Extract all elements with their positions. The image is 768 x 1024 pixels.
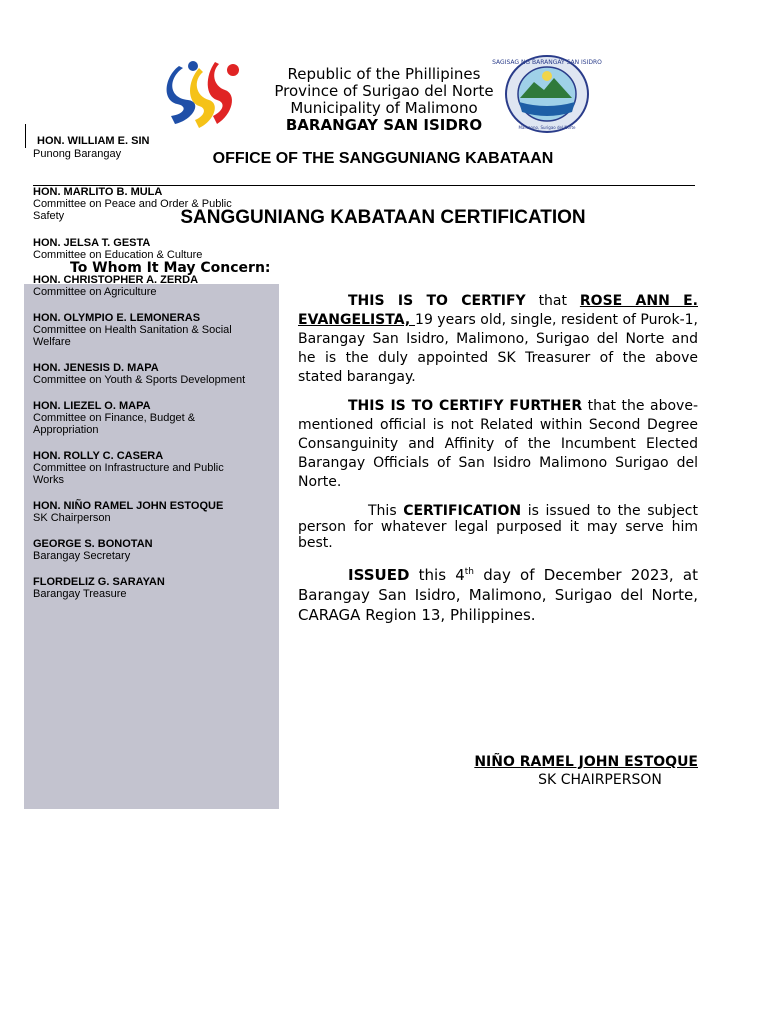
paragraph-4 [298, 565, 698, 625]
municipality-line: Municipality of Malimono [290, 99, 478, 117]
official-role: Committee on Finance, Budget & Appropriation [33, 412, 196, 436]
official-9 [33, 500, 273, 524]
sk-logo [163, 58, 251, 140]
official-10 [33, 538, 273, 562]
official-role: Barangay Treasure [33, 588, 127, 600]
certification-title: SANGGUNIANG KABATAAN CERTIFICATION [180, 207, 586, 228]
official-name: GEORGE S. BONOTAN [33, 538, 153, 550]
p4-lead: ISSUED [348, 566, 410, 584]
official-name: HON. WILLIAM E. SIN [37, 135, 150, 147]
official-name: HON. OLYMPIO E. LEMONERAS [33, 312, 201, 324]
official-11 [33, 576, 273, 600]
official-role: Committee on Health Sanitation & Social Welfare [33, 324, 232, 348]
province-line: Province of Surigao del Norte [274, 82, 494, 100]
official-role: Committee on Agriculture [33, 286, 157, 298]
official-name: FLORDELIZ G. SARAYAN [33, 576, 165, 588]
seal-bottom-text: Malimono, Surigao del Norte [518, 125, 576, 130]
seal-top-text: SAGISAG NG BARANGAY SAN ISIDRO [492, 59, 602, 66]
signatory-title: SK CHAIRPERSON [538, 772, 662, 788]
barangay-seal [492, 54, 602, 134]
official-name: HON. JENESIS D. MAPA [33, 362, 159, 374]
official-role: Committee on Infrastructure and Public Works [33, 462, 224, 486]
official-1 [37, 135, 151, 147]
official-4 [33, 274, 268, 298]
p2-lead: THIS IS TO CERTIFY FURTHER [348, 398, 583, 414]
official-3 [33, 237, 268, 261]
p1-lead: THIS IS TO CERTIFY [348, 293, 526, 309]
p2-rest: that the above-mentioned official is not Related within Second Degree Consanguinity and Affinity of the Incumbent Elected Barangay Officials of San Isidro Malimono Surigao del Norte. [298, 398, 698, 490]
republic-line: Republic of the Phillipines [287, 65, 481, 83]
official-1-role: Punong Barangay [33, 148, 122, 160]
paragraph-1 [298, 292, 698, 387]
p1-rest: 19 years old, single, resident of Purok-1, Barangay San Isidro, Malimono, Surigao del Norte and he is the duly appointed SK Treasurer of the above stated barangay. [298, 312, 698, 385]
p3-lead: CERTIFICATION [403, 503, 522, 519]
official-name: HON. CHRISTOPHER A. ZERDA [33, 274, 199, 286]
margin-bar-top [25, 124, 26, 148]
official-6 [33, 362, 273, 386]
office-title: OFFICE OF THE SANGGUNIANG KABATAAN [212, 150, 554, 167]
p4-b: day of December 2023, at Barangay San Isidro, Malimono, Surigao del Norte, CARAGA Region 13, Philippines. [298, 566, 699, 624]
official-5 [33, 312, 258, 348]
official-role: Barangay Secretary [33, 550, 131, 562]
official-role: Committee on Education & Culture [33, 249, 203, 261]
salutation: To Whom It May Concern: [70, 260, 271, 276]
official-role: Committee on Peace and Order & Public Safety [33, 198, 232, 222]
official-name: HON. LIEZEL O. MAPA [33, 400, 151, 412]
official-role: SK Chairperson [33, 512, 111, 524]
official-name: HON. NIÑO RAMEL JOHN ESTOQUE [33, 500, 224, 512]
official-name: HON. MARLITO B. MULA [33, 186, 163, 198]
official-8 [33, 450, 248, 486]
p3-rest: is issued to the subject person for whatever legal purposed it may serve him best. [298, 503, 698, 551]
p4-a: this 4 [409, 566, 465, 584]
p1-that: that [525, 293, 580, 309]
certified-person-name: ROSE ANN E. EVANGELISTA, [298, 293, 698, 328]
official-role: Committee on Youth & Sports Development [33, 374, 246, 386]
signatory-name: NIÑO RAMEL JOHN ESTOQUE [474, 754, 698, 770]
p4-sup: th [464, 567, 475, 577]
barangay-line: BARANGAY SAN ISIDRO [285, 116, 483, 134]
paragraph-3 [298, 503, 698, 551]
paragraph-2 [298, 397, 698, 492]
official-name: HON. JELSA T. GESTA [33, 237, 151, 249]
p3-pre: This [368, 503, 404, 519]
official-name: HON. ROLLY C. CASERA [33, 450, 164, 462]
official-7 [33, 400, 233, 436]
